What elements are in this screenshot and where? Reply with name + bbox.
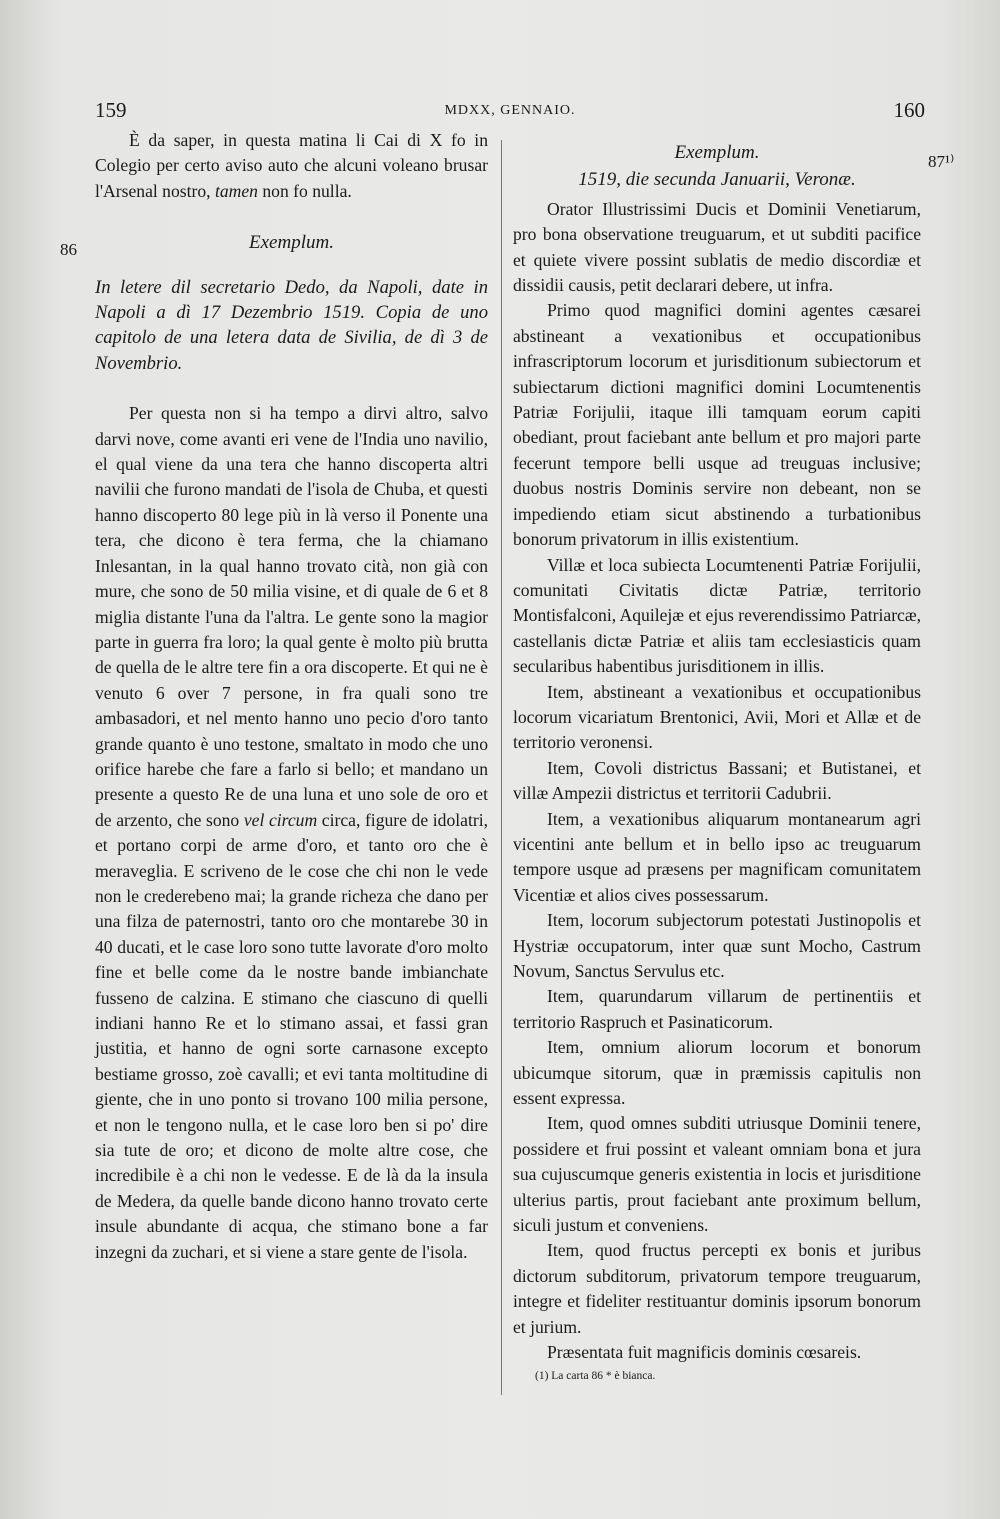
left-column: [95, 128, 488, 1265]
text-run: Per questa non si ha tempo a dirvi altro, salvo darvi nove, come avanti eri vene de l'India uno navilio, el qual viene da una tera che hanno discoperta altri navilii che furono mandati de l'isola de Chuba, et questi hanno discoperto 80 lege più in là verso il Ponente una tera, che dicono è tera ferma, che la chiamano Inlesantan, in la qual hanno trovato cità, non già con mure, che sono de 50 milia visine, et di quale de 6 et 8 miglia distante l'una da l'altra. Le gente sono la magior parte in guerra fra loro; la qual gente è molto più brutta de quella de le altre tere fin a ora discoperte. Et qui ne è venuto 6 over 7 persone, in fra quali sono tre ambasadori, et nel mento hanno uno pecio d'oro tanto grande quanto è uno testone, smaltato in modo che uno orifice harebe che fare a farlo si bello; et mandano un presente a questo Re de una luna et uno sole de oro et de arzento, che sono: [95, 403, 488, 830]
paragraph: Item, abstineant a vexationibus et occupationibus locorum vicariatum Brentonici, Avii, Mori et Allæ et de territorio veronensi.: [513, 681, 921, 753]
page-number-right: 160: [893, 98, 925, 122]
paragraph: Item, quarundarum villarum de pertinentiis et territorio Raspruch et Pasinaticorum.: [513, 986, 921, 1032]
date-line: 1519, die secunda Januarii, Veronæ.: [578, 169, 856, 191]
footnote: (1) La carta 86 * è bianca.: [535, 1369, 656, 1382]
italic-term: tamen: [214, 180, 258, 201]
running-title: MDXX, GENNAIO.: [444, 103, 576, 118]
paragraph: Item, omnium aliorum locorum et bonorum ubicumque sitorum, quæ in præmissis capitulis non essent expressa.: [513, 1037, 921, 1109]
margin-number-right: 87¹⁾: [928, 152, 955, 171]
paragraph: Villæ et loca subiecta Locumtenenti Patriæ Forijulii, comunitati Civitatis dictæ Patriæ, territorio Montisfalconi, Aquilejæ et ejus reverendissimo Patriarcæ, castellanis dictæ Patriæ et aliis tam ecclesiasticis quam secularibus habentibus jurisditionem in illis.: [513, 554, 921, 677]
text-run: circa, figure de idolatri, et portano corpi de arme d'oro, et tanto oro che è meraveglia. E scriveno de le cose che chi non le vede non le crederebeno mai; la grande richeza che dano per una filza de paternostri, tanto oro che montarebe 30 in 40 ducati, et le case loro sono tutte lavorate d'oro molto fine et belle come da le nostre bande imbianchate fusseno de calzina. E stimano che ciascuno di quelli indiani hanno Re et lo stimano assai, et fassi gran justitia, et hanno de ogni sorte carnasone excepto bestiame grosso, zoè cavalli; et evi tanta moltitudine di giente, che in uno ponto si trovano 100 milia persone, et non le tengono nulla, et le case loro ben si po' dire sia tute de oro; et dicono de molte altre cose, che incredibile è a chi non le vedesse. E de là da la insula de Medera, da quelle bande dicono hanno trovato certe insule abundante di acqua, che stimano bone a far inzegni da zuchari, et si viene a stare gente de l'isola.: [95, 809, 488, 1262]
italic-term: vel circum: [243, 809, 318, 830]
paragraph: Item, a vexationibus aliquarum montanearum agri vicentini ante bellum et in bello ipso ac treuguarum tempore usque ad præsens per magnificam comunitatem Vicentiæ et alios cives possessarum.: [513, 808, 921, 905]
margin-number-left: 86: [60, 240, 77, 259]
page-number-left: 159: [95, 98, 127, 122]
closing-paragraph: Præsentata fuit magnificis dominis cœsareis.: [547, 1342, 862, 1363]
paragraph: Item, quod fructus percepti ex bonis et juribus dictorum subditorum, privatorum tempore treuguarum, integre et fideliter restituantur dominis ipsorum bonorum et jurium.: [513, 1240, 921, 1337]
exemplum-heading-left: Exemplum.: [249, 232, 334, 254]
running-head: [95, 98, 925, 128]
opening-paragraph: [95, 128, 488, 204]
paragraph: Orator Illustrissimi Ducis et Dominii Venetiarum, pro bona observatione treuguarum, et ut subditi pacifice et quiete vivere possint sublatis de medio discordiæ et dissidii causis, petit declarari debere, ut infra.: [513, 198, 921, 296]
paragraph: Item, quod omnes subditi utriusque Dominii tenere, possidere et frui possint et valeant omniam bona et jura sua cujuscumque generis existentia in locis et jurisditione ulterius partis, prout faciebant ante proximum bellum, siculi justum et conveniens.: [513, 1113, 921, 1236]
text-run: È da saper, in questa matina li Cai di X fo in Colegio per certo aviso auto che alcuni voleano brusar l'Arsenal nostro,: [95, 130, 488, 201]
letter-body: [95, 401, 488, 1265]
paragraph: Item, locorum subjectorum potestati Justinopolis et Hystriæ occupatorum, inter quæ sunt Mocho, Castrum Novum, Sanctus Servulus etc.: [513, 910, 921, 981]
exemplum-heading-right: Exemplum.: [674, 142, 760, 163]
right-column: [513, 128, 921, 1384]
paragraph: Item, Covoli districtus Bassani; et Butistanei, et villæ Ampezii districtus et territorii Cadubrii.: [513, 757, 921, 804]
letter-title: In letere dil secretario Dedo, da Napoli, date in Napoli a dì 17 Dezembrio 1519. Copia de uno capitolo de una letera data de Sivilia, de dì 3 de Novembrio.: [95, 276, 488, 374]
text-run: non fo nulla.: [262, 180, 352, 201]
column-divider: [501, 140, 502, 1395]
paragraph: Primo quod magnifici domini agentes cæsarei abstineant a vexationibus et occupationibus infrascriptorum locorum et jurisditionum subiectorum et subiectarum dictioni magnifici domini Locumtenentis Patriæ Forijulii, itaque illi tamquam eorum capiti obediant, prout faciebant ante bellum et pro majori parte fecerunt tempore belli usque ad treuguas inclusive; duobus nostris Dominis servire non debeant, non se impediendo etiam sicut abstinendo a turbationibus bonorum privatorum in illis existentium.: [513, 300, 921, 550]
